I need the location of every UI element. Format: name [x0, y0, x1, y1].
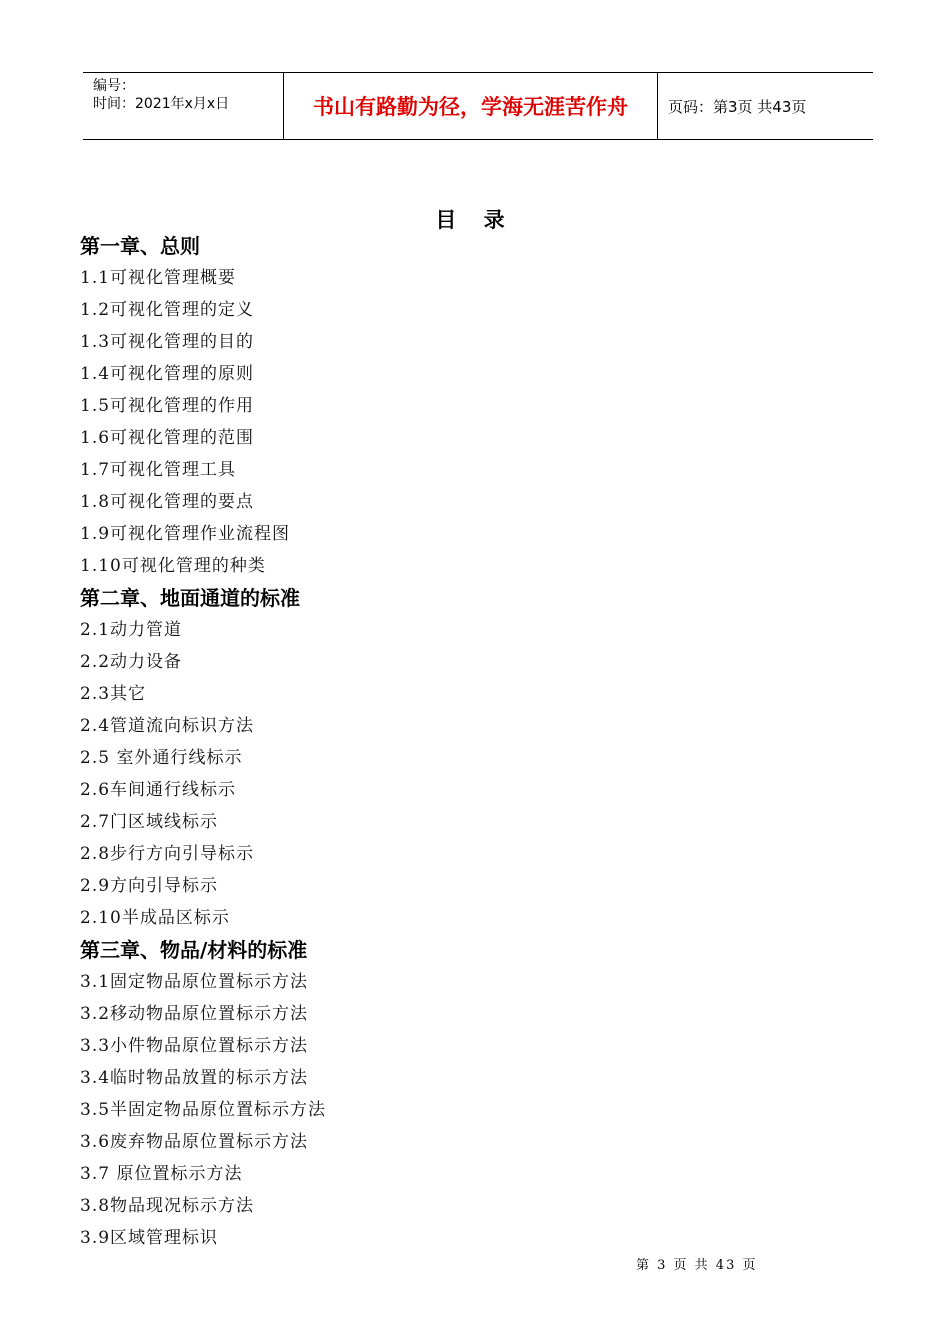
table-of-contents	[80, 230, 860, 1254]
toc-entry[interactable]: 1.6可视化管理的范围	[80, 428, 255, 448]
toc-entry[interactable]: 1.2可视化管理的定义	[80, 300, 255, 320]
toc-entry[interactable]: 1.1可视化管理概要	[80, 268, 237, 288]
toc-entry[interactable]: 1.9可视化管理作业流程图	[80, 524, 291, 544]
toc-entry[interactable]: 3.5半固定物品原位置标示方法	[80, 1100, 327, 1120]
toc-entry[interactable]: 3.1固定物品原位置标示方法	[80, 972, 309, 992]
number-label: 编号：	[93, 78, 135, 94]
toc-entry[interactable]: 1.4可视化管理的原则	[80, 364, 255, 384]
toc-entry[interactable]: 1.10可视化管理的种类	[80, 556, 266, 576]
toc-entry[interactable]: 2.7门区域线标示	[80, 812, 219, 832]
toc-entry[interactable]: 3.4临时物品放置的标示方法	[80, 1068, 309, 1088]
header-motto: 书山有路勤为径，学海无涯苦作舟	[284, 73, 658, 139]
toc-entry[interactable]: 2.6车间通行线标示	[80, 780, 237, 800]
toc-entry[interactable]: 3.2移动物品原位置标示方法	[80, 1004, 309, 1024]
toc-entry[interactable]: 3.7 原位置标示方法	[80, 1164, 243, 1184]
toc-entry[interactable]: 2.2动力设备	[80, 652, 183, 672]
toc-title: 目 录	[435, 208, 515, 232]
header-meta	[83, 73, 284, 139]
document-header	[83, 72, 873, 140]
toc-entry[interactable]: 3.8物品现况标示方法	[80, 1196, 255, 1216]
chapter-heading[interactable]: 第二章、地面通道的标准	[80, 586, 300, 610]
toc-entry[interactable]: 2.5 室外通行线标示	[80, 748, 243, 768]
chapter-heading[interactable]: 第三章、物品/材料的标准	[80, 938, 308, 962]
toc-entry[interactable]: 2.9方向引导标示	[80, 876, 219, 896]
toc-entry[interactable]: 3.3小件物品原位置标示方法	[80, 1036, 309, 1056]
chapter-heading[interactable]: 第一章、总则	[80, 234, 200, 258]
toc-entry[interactable]: 2.10半成品区标示	[80, 908, 230, 928]
toc-entry[interactable]: 2.1动力管道	[80, 620, 183, 640]
toc-entry[interactable]: 2.3其它	[80, 684, 147, 704]
header-page-info: 页码：第3页 共43页	[668, 97, 807, 116]
chapter-1	[80, 230, 860, 582]
toc-entry[interactable]: 2.4管道流向标识方法	[80, 716, 255, 736]
chapter-3	[80, 934, 860, 1254]
toc-entry[interactable]: 1.3可视化管理的目的	[80, 332, 255, 352]
toc-entry[interactable]: 2.8步行方向引导标示	[80, 844, 255, 864]
time-label: 时间：2021年x月x日	[93, 96, 230, 112]
toc-entry[interactable]: 1.8可视化管理的要点	[80, 492, 255, 512]
toc-entry[interactable]: 3.6废弃物品原位置标示方法	[80, 1132, 309, 1152]
chapter-2	[80, 582, 860, 934]
toc-entry[interactable]: 1.5可视化管理的作用	[80, 396, 255, 416]
page-footer: 第 3 页 共 43 页	[636, 1258, 758, 1273]
toc-entry[interactable]: 1.7可视化管理工具	[80, 460, 237, 480]
toc-entry[interactable]: 3.9区域管理标识	[80, 1228, 219, 1248]
